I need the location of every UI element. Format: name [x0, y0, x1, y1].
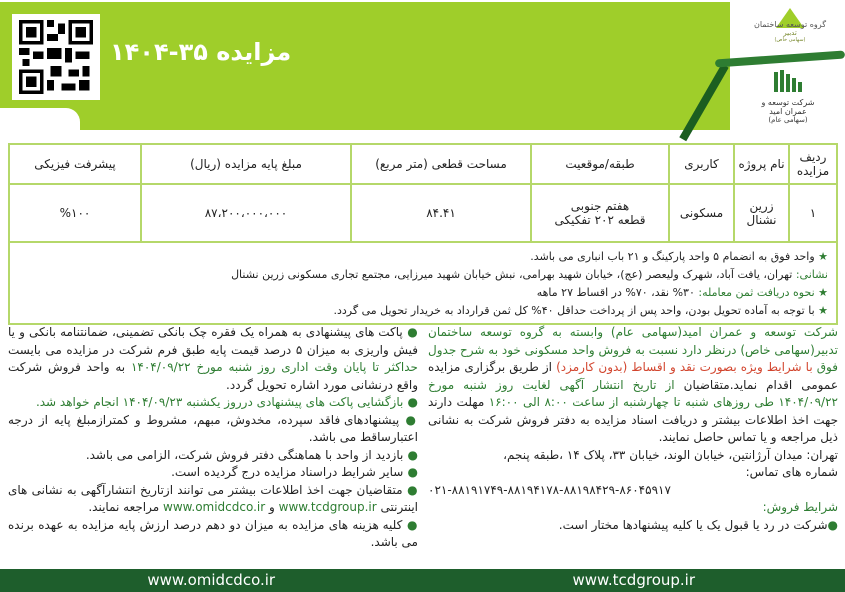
star-icon: ★	[814, 286, 828, 299]
item6-text: متقاضیان جهت اخذ اطلاعات بیشتر می توانند ازتاریخ انتشارآگهی به نشانی های اینترنتی	[8, 482, 418, 514]
left-column	[8, 324, 418, 554]
payment-text: ۳۰% نقد، ۷۰% در اقساط ۲۷ ماهه	[536, 286, 695, 299]
condition-item	[8, 464, 418, 482]
deadline-text: از تاریخ انتشار آگهی لغایت روز شنبه مورخ	[428, 377, 675, 392]
condition-item	[8, 482, 418, 517]
item5-text: سایر شرایط دراسناد مزایده درج گردیده است.	[171, 465, 404, 479]
item3-text: پیشنهادهای فاقد سپرده، مخدوش، مبهم، مشروط و کمترازمبلغ پایه از درجه اعتبارساقط می باشد.	[8, 412, 418, 444]
star-icon: ★	[814, 304, 828, 317]
time-mid: الی	[523, 395, 540, 409]
item6-text-end: مراجعه نمایند.	[88, 500, 160, 514]
logo-company-type: (سهامی عام)	[768, 116, 808, 124]
col-project: نام پروژه	[734, 144, 789, 184]
col-location: طبقه/موقعیت	[531, 144, 669, 184]
bullet-icon: ●	[402, 517, 418, 532]
address-text: تهران، یافت آباد، شهرک ولیعصر (عج)، خیابان شهید بهرامی، نبش خیابان شهید میرزایی، مجتمع تجاری مسکونی زرین نشنال	[231, 268, 793, 281]
footer-link-omidcdco[interactable]: www.omidcdco.ir	[147, 571, 276, 589]
swoosh-decoration	[715, 50, 845, 67]
logo-group-subname: تدبیر	[783, 29, 797, 37]
opening-date-text: بازگشایی پاکت های پیشنهادی درروز یکشنبه ۱۴۰۴/۰۹/۲۳ انجام خواهد شد.	[35, 395, 404, 409]
col-usage: کاربری	[669, 144, 734, 184]
cell-base-price: ۸۷،۲۰۰،۰۰۰،۰۰۰	[141, 184, 351, 242]
time-to: ۱۶:۰۰	[488, 395, 519, 409]
col-progress: پیشرفت فیزیکی	[9, 144, 141, 184]
tadbir-group-logo	[745, 8, 835, 43]
and-text: و	[269, 500, 275, 514]
condition-item	[8, 324, 418, 394]
condition-item	[8, 394, 418, 412]
deadline-days: طی روزهای شنبه تا چهارشنبه از ساعت	[572, 395, 774, 409]
intro-text-end: از طریق برگزاری مزایده عمومی اقدام نماید.متقاضیان	[428, 360, 838, 392]
item4-text: بازدید از واحد با هماهنگی دفتر فروش شرکت، الزامی می باشد.	[85, 447, 404, 462]
bullet-icon: ●	[403, 447, 418, 462]
address-label: نشانی:	[795, 268, 828, 281]
table-row	[9, 184, 837, 242]
cell-row-no: ۱	[789, 184, 837, 242]
intro-special-terms: با شرایط ویژه بصورت نقد و اقساط (بدون کارمزد)	[556, 360, 813, 374]
cell-location	[531, 184, 669, 242]
green-banner	[0, 2, 740, 130]
logo-company-name: شرکت توسعه و عمران امید	[761, 98, 815, 116]
bullet-icon: ●	[402, 482, 418, 497]
payment-label: نحوه دریافت ثمن معامله:	[698, 286, 815, 299]
note-address	[18, 266, 828, 284]
condition-item	[8, 412, 418, 447]
note-payment	[18, 284, 828, 302]
col-base-price: مبلغ پایه مزایده (ریال)	[141, 144, 351, 184]
hand-bars-icon	[753, 70, 823, 92]
note-text: واحد فوق به انضمام ۵ واحد پارکینگ و ۲۱ باب انباری می باشد.	[530, 250, 815, 263]
condition-item	[8, 447, 418, 465]
footer-link-tcdgroup[interactable]: www.tcdgroup.ir	[572, 571, 695, 589]
omid-company-logo	[753, 70, 823, 124]
table-header-row	[9, 144, 837, 184]
omidcdco-link[interactable]: www.omidcdco.ir	[163, 500, 266, 514]
condition-item	[8, 517, 418, 552]
logo-area	[730, 0, 845, 140]
location-line2: قطعه ۲۰۲ تفکیکی	[554, 213, 646, 227]
location-line1: هفتم جنوبی	[570, 199, 630, 213]
office-address: تهران: میدان آرژانتین، خیابان الوند، خیابان ۳۳، پلاک ۱۴ ،طبقه پنجم،	[503, 447, 838, 462]
qr-code-icon[interactable]	[12, 14, 100, 100]
details-columns	[8, 324, 838, 554]
note-delivery	[18, 302, 828, 320]
sale-terms-text: شرکت در رد یا قبول یک یا کلیه پیشنهادها مختار است.	[558, 517, 828, 532]
delivery-text: با توجه به آماده تحویل بودن، واحد پس از پرداخت حداقل ۴۰% کل ثمن قرارداد به خریدار تحویل می گردد.	[333, 304, 815, 317]
bullet-icon: ●	[403, 395, 418, 409]
cell-area: ۸۴.۴۱	[351, 184, 531, 242]
banner-notch	[0, 108, 80, 130]
col-row-no: ردیف مزایده	[789, 144, 837, 184]
bullet-icon: ●	[402, 325, 418, 339]
deadline-date: ۱۴۰۴/۰۹/۲۲	[778, 395, 838, 409]
notes-box	[8, 243, 838, 325]
bullet-icon: ●	[827, 517, 838, 532]
logo-group-type: (سهامی خاص)	[774, 37, 806, 43]
col-area: مساحت قطعی (متر مربع)	[351, 144, 531, 184]
deadline-instructions: مهلت دارند جهت اخذ اطلاعات بیشتر و دریافت اسناد مزایده به دفتر فروش شرکت به نشانی ذیل مراجعه و یا تماس حاصل نمایند.	[428, 395, 838, 444]
header	[0, 0, 845, 140]
intro-text: شرکت توسعه و عمران امید(سهامی عام) وابسته به گروه توسعه ساختمان تدبیر(سهامی خاص) درنظر دارد نسبت به فروش واحد مسکونی خود به شرح جدول فوق	[428, 325, 838, 374]
item1-text: پاکت های پیشنهادی به همراه یک فقره چک بانکی تضمینی، ضمانتنامه بانکی و یا فیش واریزی به میزان ۵ درصد قیمت پایه طبق فرم شرکت در مزایده می بایست	[8, 325, 419, 357]
auction-table-section	[8, 143, 838, 325]
item1-deadline: حداکثر تا پایان وقت اداری روز شنبه مورخ ۱۴۰۴/۰۹/۲۲	[130, 360, 418, 374]
right-column	[428, 324, 838, 554]
cell-progress: %۱۰۰	[9, 184, 141, 242]
note-parking	[18, 248, 828, 266]
page-title: مزایده ۳۵-۱۴۰۴	[110, 38, 292, 66]
sale-terms	[428, 517, 838, 535]
cell-usage: مسکونی	[669, 184, 734, 242]
bullet-icon: ●	[403, 465, 418, 479]
intro-paragraph	[428, 324, 838, 447]
item7-text: کلیه هزینه های مزایده به میزان دو دهم درصد ارزش پایه مزایده به عهده برنده می باشد.	[8, 517, 418, 549]
cell-project: زرین نشنال	[734, 184, 789, 242]
tcdgroup-link[interactable]: www.tcdgroup.ir	[278, 500, 377, 514]
phones-label: شماره های تماس:	[745, 465, 838, 479]
logo-group-name: گروه توسعه ساختمان	[753, 20, 826, 29]
star-icon: ★	[814, 250, 828, 263]
footer-bar	[0, 569, 845, 592]
item1-text-end: به واحد فروش شرکت واقع درنشانی مورد اشاره تحویل گردد.	[8, 360, 418, 392]
auction-table	[8, 143, 838, 243]
sale-terms-label: شرایط فروش:	[762, 500, 838, 514]
bullet-icon: ●	[399, 412, 418, 427]
phone-numbers[interactable]: ۰۲۱-۸۸۱۹۱۷۴۹-۸۸۱۹۴۱۷۸-۸۸۱۹۸۴۲۹-۸۶۰۴۵۹۱۷	[428, 482, 671, 497]
time-from: ۸:۰۰	[544, 395, 568, 409]
